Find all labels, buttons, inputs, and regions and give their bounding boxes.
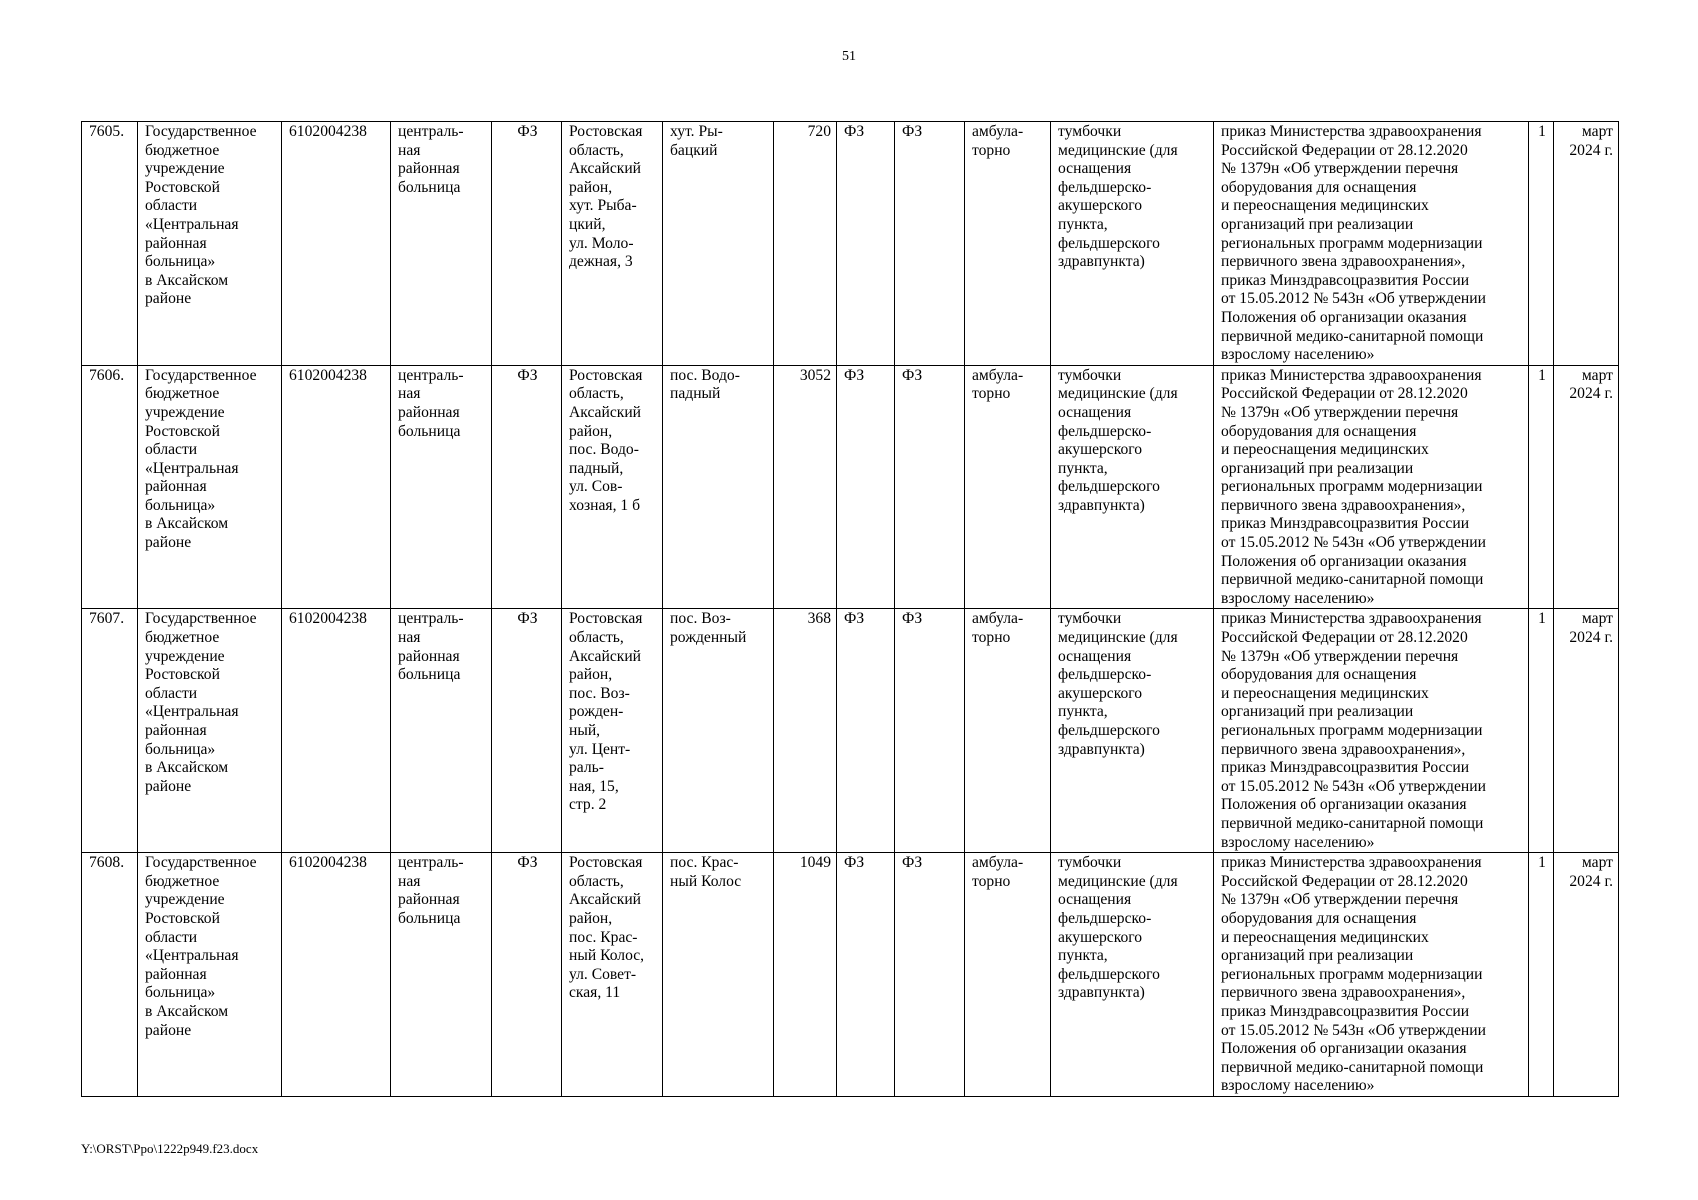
address: Ростовская область, Аксайский район, пос. Водо- падный, ул. Сов- хозная, 1 б: [562, 365, 663, 609]
unit-type-target: ФЗ: [895, 365, 965, 609]
unit-type: ФЗ: [492, 853, 562, 1097]
facility-type: централь- ная районная больница: [391, 853, 492, 1097]
care-conditions: амбула- торно: [965, 365, 1051, 609]
row-number: 7606.: [82, 365, 138, 609]
unit-type: ФЗ: [492, 122, 562, 366]
row-number: 7605.: [82, 122, 138, 366]
settlement: пос. Крас- ный Колос: [663, 853, 774, 1097]
legal-basis: приказ Министерства здравоохранения Российской Федерации от 28.12.2020 № 1379н «Об утверждении перечня оборудования для оснащения и переоснащения медицинских организаций при реализации региональных программ модернизации первичного звена здравоохранения», приказ Минздравсоцразвития России от 15.05.2012 № 543н «Об утверждении Положения об организации оказания первичной медико-санитарной помощи взрослому населению»: [1214, 853, 1529, 1097]
table-row: [82, 122, 1619, 366]
population: 1049: [774, 853, 837, 1097]
address: Ростовская область, Аксайский район, хут. Рыба- цкий, ул. Моло- дежная, 3: [562, 122, 663, 366]
population: 720: [774, 122, 837, 366]
unit-type: ФЗ: [492, 365, 562, 609]
delivery-date: март 2024 г.: [1554, 853, 1619, 1097]
population: 3052: [774, 365, 837, 609]
table-row: [82, 853, 1619, 1097]
table-row: [82, 365, 1619, 609]
legal-basis: приказ Министерства здравоохранения Российской Федерации от 28.12.2020 № 1379н «Об утверждении перечня оборудования для оснащения и переоснащения медицинских организаций при реализации региональных программ модернизации первичного звена здравоохранения», приказ Минздравсоцразвития России от 15.05.2012 № 543н «Об утверждении Положения об организации оказания первичной медико-санитарной помощи взрослому населению»: [1214, 122, 1529, 366]
unit-type-planned: ФЗ: [837, 609, 895, 853]
organization-name: Государственное бюджетное учреждение Ростовской области «Центральная районная больница» в Аксайском районе: [138, 853, 282, 1097]
care-conditions: амбула- торно: [965, 853, 1051, 1097]
legal-basis: приказ Министерства здравоохранения Российской Федерации от 28.12.2020 № 1379н «Об утверждении перечня оборудования для оснащения и переоснащения медицинских организаций при реализации региональных программ модернизации первичного звена здравоохранения», приказ Минздравсоцразвития России от 15.05.2012 № 543н «Об утверждении Положения об организации оказания первичной медико-санитарной помощи взрослому населению»: [1214, 365, 1529, 609]
population: 368: [774, 609, 837, 853]
quantity: 1: [1529, 122, 1554, 366]
unit-type: ФЗ: [492, 609, 562, 853]
inn: 6102004238: [282, 122, 391, 366]
equipment-table: [81, 121, 1619, 1097]
inn: 6102004238: [282, 609, 391, 853]
unit-type-planned: ФЗ: [837, 853, 895, 1097]
legal-basis: приказ Министерства здравоохранения Российской Федерации от 28.12.2020 № 1379н «Об утверждении перечня оборудования для оснащения и переоснащения медицинских организаций при реализации региональных программ модернизации первичного звена здравоохранения», приказ Минздравсоцразвития России от 15.05.2012 № 543н «Об утверждении Положения об организации оказания первичной медико-санитарной помощи взрослому населению»: [1214, 609, 1529, 853]
care-conditions: амбула- торно: [965, 122, 1051, 366]
care-conditions: амбула- торно: [965, 609, 1051, 853]
address: Ростовская область, Аксайский район, пос. Крас- ный Колос, ул. Совет- ская, 11: [562, 853, 663, 1097]
equipment-name: тумбочки медицинские (для оснащения фельдшерско- акушерского пункта, фельдшерского здравпункта): [1051, 853, 1214, 1097]
organization-name: Государственное бюджетное учреждение Ростовской области «Центральная районная больница» в Аксайском районе: [138, 365, 282, 609]
row-number: 7608.: [82, 853, 138, 1097]
row-number: 7607.: [82, 609, 138, 853]
unit-type-target: ФЗ: [895, 122, 965, 366]
unit-type-target: ФЗ: [895, 853, 965, 1097]
settlement: пос. Воз- рожденный: [663, 609, 774, 853]
file-path-footer: Y:\ORST\Ppo\1222p949.f23.docx: [81, 1141, 259, 1156]
organization-name: Государственное бюджетное учреждение Ростовской области «Центральная районная больница» в Аксайском районе: [138, 122, 282, 366]
organization-name: Государственное бюджетное учреждение Ростовской области «Центральная районная больница» в Аксайском районе: [138, 609, 282, 853]
facility-type: централь- ная районная больница: [391, 365, 492, 609]
address: Ростовская область, Аксайский район, пос. Воз- рожден- ный, ул. Цент- раль- ная, 15, стр. 2: [562, 609, 663, 853]
page-number: 51: [842, 49, 856, 64]
unit-type-planned: ФЗ: [837, 365, 895, 609]
facility-type: централь- ная районная больница: [391, 609, 492, 853]
inn: 6102004238: [282, 365, 391, 609]
delivery-date: март 2024 г.: [1554, 365, 1619, 609]
unit-type-planned: ФЗ: [837, 122, 895, 366]
settlement: хут. Ры- бацкий: [663, 122, 774, 366]
unit-type-target: ФЗ: [895, 609, 965, 853]
delivery-date: март 2024 г.: [1554, 122, 1619, 366]
quantity: 1: [1529, 853, 1554, 1097]
settlement: пос. Водо- падный: [663, 365, 774, 609]
equipment-name: тумбочки медицинские (для оснащения фельдшерско- акушерского пункта, фельдшерского здравпункта): [1051, 609, 1214, 853]
delivery-date: март 2024 г.: [1554, 609, 1619, 853]
inn: 6102004238: [282, 853, 391, 1097]
equipment-name: тумбочки медицинские (для оснащения фельдшерско- акушерского пункта, фельдшерского здравпункта): [1051, 122, 1214, 366]
table-row: [82, 609, 1619, 853]
equipment-name: тумбочки медицинские (для оснащения фельдшерско- акушерского пункта, фельдшерского здравпункта): [1051, 365, 1214, 609]
quantity: 1: [1529, 365, 1554, 609]
facility-type: централь- ная районная больница: [391, 122, 492, 366]
quantity: 1: [1529, 609, 1554, 853]
